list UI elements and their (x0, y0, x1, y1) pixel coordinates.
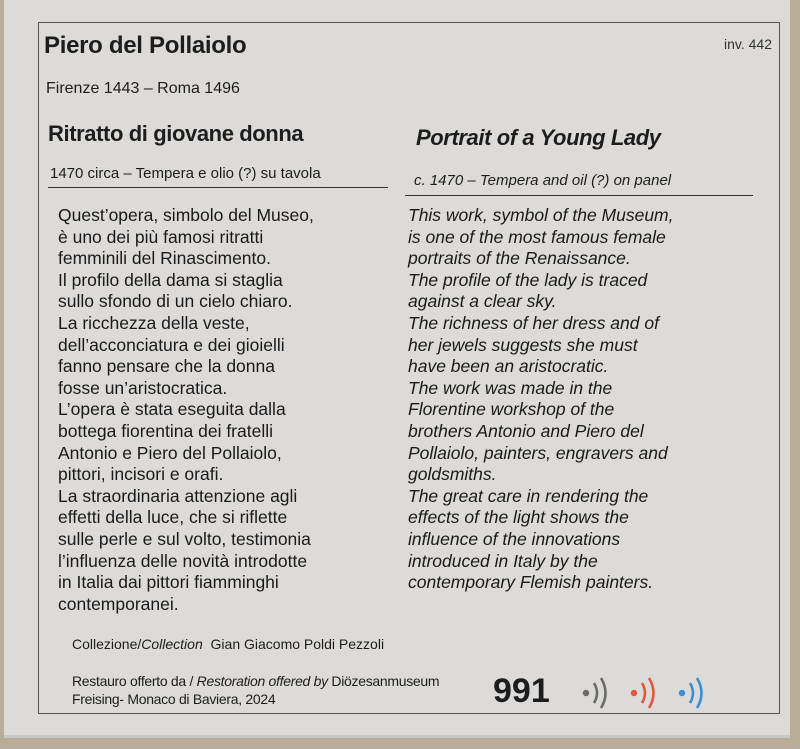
title-italian: Ritratto di giovane donna (48, 121, 304, 146)
description-line: against a clear sky. (408, 291, 557, 312)
description-line: L’opera è stata eseguita dalla (58, 399, 286, 420)
divider (405, 195, 753, 196)
title-english: Portrait of a Young Lady (416, 125, 661, 150)
description-line: This work, symbol of the Museum, (408, 205, 674, 225)
description-line: fanno pensare che la donna (58, 356, 275, 377)
description-italian (58, 205, 314, 615)
description-line: goldsmiths. (408, 464, 497, 485)
description-line: Florentine workshop of the (408, 399, 615, 420)
description-line: brothers Antonio and Piero del (408, 420, 644, 441)
description-line: pittori, incisori e orafi. (58, 464, 224, 485)
description-line: contemporanei. (58, 593, 179, 614)
technique-italian: 1470 circa – Tempera e olio (?) su tavola (50, 165, 321, 182)
description-line: dell’acconciatura e dei gioielli (58, 334, 285, 355)
description-line: è uno dei più famosi ritratti (58, 226, 264, 247)
technique-english: c. 1470 – Tempera and oil (?) on panel (414, 172, 672, 189)
inventory-number: inv. 442 (724, 36, 772, 52)
description-line: influence of the innovations (408, 528, 621, 549)
restoration-sponsor: Diözesanmuseum (327, 673, 440, 689)
description-line: Antonio e Piero del Pollaiolo, (58, 442, 282, 463)
description-line: La straordinaria attenzione agli (58, 485, 298, 506)
description-line: her jewels suggests she must (408, 334, 638, 355)
description-line: introduced in Italy by the (408, 550, 598, 571)
audio-guide-red-icon (626, 674, 662, 710)
description-line: The profile of the lady is traced (408, 269, 648, 290)
description-line: The richness of her dress and of (408, 312, 659, 333)
description-line: Il profilo della dama si staglia (58, 269, 283, 290)
description-line: l’influenza delle novità introdotte (58, 550, 308, 571)
artist-name: Piero del Pollaiolo (44, 32, 247, 59)
artist-life-dates: Firenze 1443 – Roma 1496 (46, 80, 240, 97)
collection-label-it: Collezione/ (72, 636, 142, 652)
description-line: in Italia dai pittori fiamminghi (58, 572, 279, 593)
description-line: contemporary Flemish painters. (408, 572, 654, 593)
restoration-label-it: Restauro offerto da / (72, 673, 197, 689)
description-line: fosse un’aristocratica. (58, 377, 228, 398)
description-line: sulle perle e sul volto, testimonia (58, 528, 311, 549)
restoration-label-en: Restoration offered by (196, 673, 328, 689)
description-english (408, 205, 674, 594)
description-line: The work was made in the (408, 377, 613, 398)
audio-guide-blue-icon (674, 674, 710, 710)
description-line: Quest’opera, simbolo del Museo, (58, 205, 314, 225)
collection-name: Gian Giacomo Poldi Pezzoli (210, 636, 385, 652)
audio-guide-grey-icon (578, 674, 614, 710)
description-line: femminili del Rinascimento. (58, 248, 271, 269)
description-line: The great care in rendering the (408, 485, 649, 506)
description-line: have been an aristocratic. (408, 356, 609, 377)
description-line: is one of the most famous female (408, 226, 666, 247)
collection-credit (72, 636, 384, 652)
description-line: effects of the light shows the (408, 507, 629, 528)
description-line: bottega fiorentina dei fratelli (58, 420, 273, 441)
description-line: effetti della luce, che si riflette (58, 507, 288, 528)
restoration-credit (72, 672, 439, 708)
description-line: La ricchezza della veste, (58, 312, 250, 333)
description-line: sullo sfondo di un cielo chiaro. (58, 291, 293, 312)
restoration-sponsor-location: Freising- Monaco di Baviera, 2024 (72, 691, 276, 707)
audio-guide-number: 991 (493, 672, 550, 710)
divider (48, 187, 388, 188)
collection-label-en: Collection (141, 636, 203, 652)
description-line: portraits of the Renaissance. (408, 248, 631, 269)
description-line: Pollaiolo, painters, engravers and (408, 442, 668, 463)
